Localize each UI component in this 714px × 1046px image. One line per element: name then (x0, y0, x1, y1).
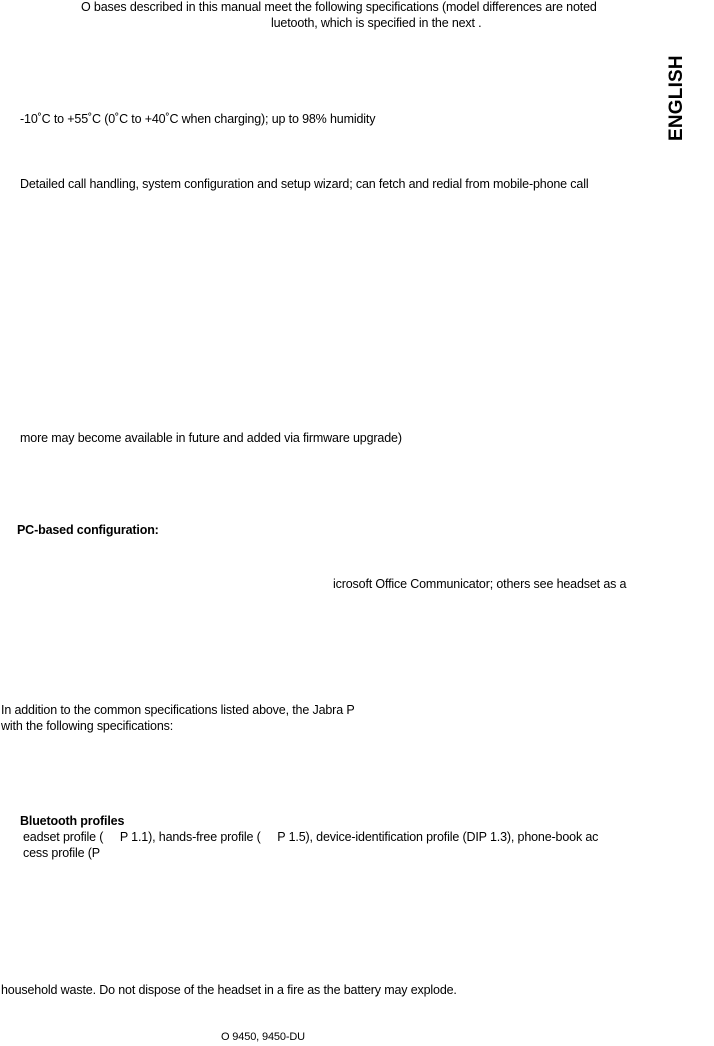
bluetooth-profiles-line-2: cess profile (P (23, 846, 100, 860)
disposal-warning: household waste. Do not dispose of the headset in a fire as the battery may explode. (1, 983, 457, 997)
operating-temperature-spec: -10˚C to +55˚C (0˚C to +40˚C when charging); up to 98% humidity (20, 112, 376, 126)
bluetooth-profiles-heading: Bluetooth profiles (20, 814, 125, 828)
footer-model-reference: O 9450, 9450-DU (221, 1031, 305, 1043)
communicator-note: icrosoft Office Communicator; others see headset as a (333, 577, 627, 591)
intro-text-line-1: O bases described in this manual meet the following specifications (model differences are noted (81, 0, 597, 14)
model-specific-intro-line-1: In addition to the common specifications listed above, the Jabra P (1, 703, 355, 717)
model-specific-intro-line-2: with the following specifications: (1, 719, 174, 733)
language-tab: ENGLISH (666, 55, 687, 141)
firmware-upgrade-note: more may become available in future and added via firmware upgrade) (20, 431, 402, 445)
bluetooth-profiles-line-1: eadset profile ( P 1.1), hands-free profile ( P 1.5), device-identification profile (DIP 1.3), phone-book ac (23, 830, 599, 844)
call-handling-spec: Detailed call handling, system configuration and setup wizard; can fetch and redial from mobile-phone call (20, 177, 589, 191)
intro-text-line-2: luetooth, which is specified in the next . (271, 16, 482, 30)
pc-configuration-heading: PC-based configuration: (17, 523, 159, 537)
